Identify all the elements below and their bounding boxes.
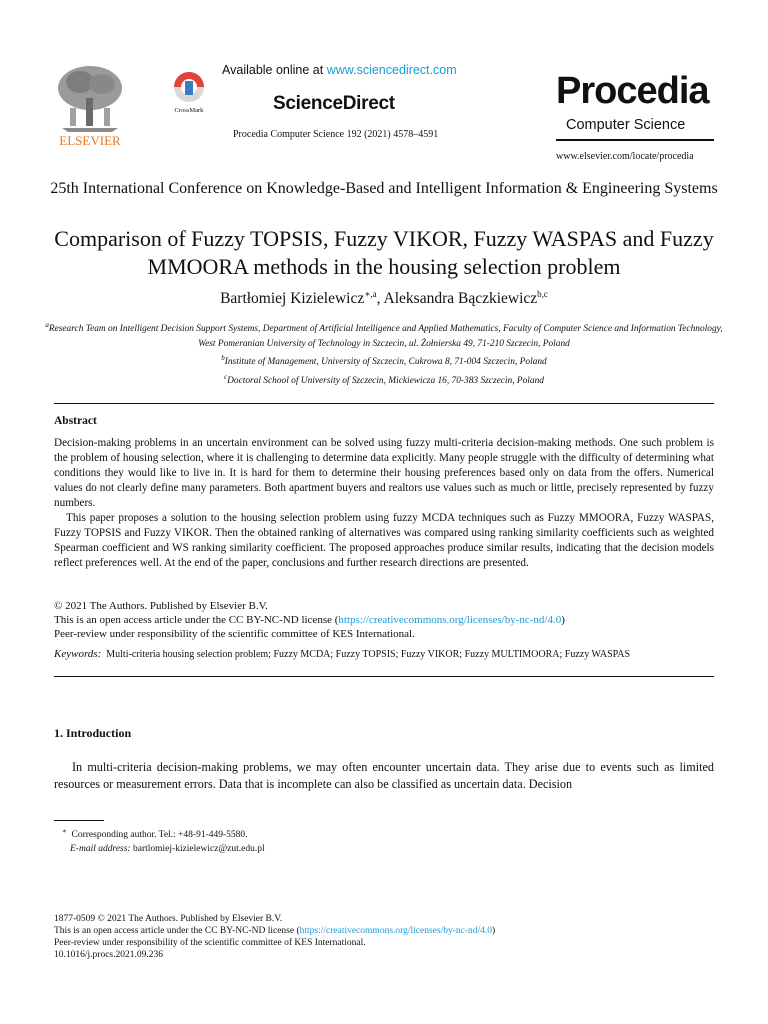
conference-name: 25th International Conference on Knowledge-Based and Intelligent Information & Engineering Systems xyxy=(50,180,718,197)
license-suffix: ) xyxy=(561,614,565,626)
license-link[interactable]: https://creativecommons.org/licenses/by-nc-nd/4.0 xyxy=(338,614,562,626)
author-affil-mark: b,c xyxy=(537,289,548,299)
abstract-bottom-rule xyxy=(54,676,714,677)
doi[interactable]: 10.1016/j.procs.2021.09.236 xyxy=(54,950,163,960)
author-separator: , xyxy=(376,290,384,308)
bottom-license-prefix: This is an open access article under the CC BY-NC-ND license ( xyxy=(54,926,300,936)
abstract-heading: Abstract xyxy=(54,415,97,427)
keywords-label: Keywords: xyxy=(54,648,102,660)
affiliation-c xyxy=(40,370,728,389)
license-line xyxy=(54,613,565,627)
keywords-text: Multi-criteria housing selection problem; Fuzzy MCDA; Fuzzy TOPSIS; Fuzzy VIKOR; Fuzzy MULTIMOORA; Fuzzy WASPAS xyxy=(106,649,631,660)
procedia-subtitle: Computer Science xyxy=(566,117,686,133)
copyright-line: © 2021 The Authors. Published by Elsevier B.V. xyxy=(54,600,268,612)
affiliation-b xyxy=(40,351,728,370)
sciencedirect-link[interactable]: www.sciencedirect.com xyxy=(326,63,457,77)
keywords xyxy=(54,648,714,660)
peer-review-line: Peer-review under responsibility of the scientific committee of KES International. xyxy=(54,628,415,640)
email-label: E-mail address: xyxy=(70,844,131,855)
bottom-peer-review: Peer-review under responsibility of the scientific committee of KES International. xyxy=(54,938,366,948)
elsevier-logo xyxy=(52,62,128,148)
sciencedirect-title: ScienceDirect xyxy=(273,93,395,114)
affil-mark: a xyxy=(45,321,49,329)
author-name: Aleksandra Bączkiewicz xyxy=(383,290,538,308)
author-name: Bartłomiej Kizielewicz xyxy=(220,290,365,308)
footnote-rule xyxy=(54,820,104,821)
author-affil-mark: ∗,a xyxy=(364,289,377,299)
elsevier-url[interactable]: www.elsevier.com/locate/procedia xyxy=(556,151,694,162)
affil-mark: c xyxy=(224,372,228,381)
elsevier-wordmark: ELSEVIER xyxy=(59,133,121,148)
email-address[interactable]: bartlomiej-kizielewicz@zut.edu.pl xyxy=(132,844,265,855)
bottom-license-link[interactable]: https://creativecommons.org/licenses/by-nc-nd/4.0 xyxy=(299,926,493,936)
affiliation-a xyxy=(40,318,728,351)
issn-line xyxy=(54,913,495,925)
email-line xyxy=(62,842,265,856)
affil-text: Doctoral School of University of Szczecin, Mickiewicza 16, 70-383 Szczecin, Poland xyxy=(227,375,544,386)
available-prefix: Available online at xyxy=(222,63,327,77)
abstract-paragraph: This paper proposes a solution to the housing selection problem using fuzzy MCDA techniques such as Fuzzy MMOORA, Fuzzy WASPAS, Fuzzy TOPSIS and Fuzzy VIKOR. Then the obtained ranking of alternatives was compared using ranking similarity coefficients such as weighted Spearman coefficient and WS ranking similarity coefficient. The proposed approaches produce similar results, indicating that the decision models reflect preferences well. At the end of the paper, conclusions and further research directions are presented. xyxy=(54,512,714,569)
footnote xyxy=(62,824,265,856)
procedia-logo: Procedia xyxy=(556,70,709,112)
introduction-text: In multi-criteria decision-making problems, we may often encounter uncertain data. They arise due to events such as limited resources or measurement errors. Data that is incomplete can also be classified as uncertain data. Decision xyxy=(54,760,714,791)
license-block xyxy=(54,599,565,641)
affil-text: Institute of Management, University of Szczecin, Cukrowa 8, 71-004 Szczecin, Poland xyxy=(224,357,547,368)
corresponding-text: Corresponding author. Tel.: +48-91-449-5580. xyxy=(71,830,248,841)
abstract-top-rule xyxy=(54,403,714,404)
affiliations xyxy=(40,318,728,388)
bottom-license-suffix: ) xyxy=(492,926,496,936)
corresponding-author xyxy=(62,824,265,842)
author-list xyxy=(40,289,728,308)
bottom-license-line xyxy=(54,925,495,937)
paper-title: Comparison of Fuzzy TOPSIS, Fuzzy VIKOR, Fuzzy WASPAS and Fuzzy MMOORA methods in the housing selection problem xyxy=(54,226,714,279)
available-online xyxy=(222,63,457,77)
introduction-heading: 1. Introduction xyxy=(54,726,132,740)
journal-reference: Procedia Computer Science 192 (2021) 4578–4591 xyxy=(233,129,439,140)
affil-text: Research Team on Intelligent Decision Support Systems, Department of Artificial Intelligence and Applied Mathematics, Faculty of Computer Science and Information Technology, West Pomeranian University of Technology in Szczecin, ul. Żołnierska 49, 71-210 Szczecin, Poland xyxy=(48,324,723,349)
abstract-paragraph: Decision-making problems in an uncertain environment can be solved using fuzzy multi-criteria decision-making methods. One such problem is the problem of housing selection, where it is challenging to determine data explicitly. Many people struggle with the difficulty of determining what conditions they would like to live in. It is hard for them to determine their housing preferences based only on data from the offers. Numerical values do not clearly define many parameters. Both apartment buyers and realtors use values such as much or little, precisely represented by fuzzy numbers. xyxy=(54,437,714,509)
affil-mark: b xyxy=(221,354,225,363)
license-prefix: This is an open access article under the CC BY-NC-ND license ( xyxy=(54,614,339,626)
procedia-divider xyxy=(556,139,714,141)
crossmark-label: CrossMark xyxy=(174,107,204,114)
crossmark-badge[interactable] xyxy=(166,70,212,116)
abstract-body xyxy=(54,436,714,571)
bottom-info xyxy=(54,913,495,961)
bottom-copyright: © 2021 The Authors. Published by Elsevier B.V. xyxy=(97,914,283,924)
issn: 1877-0509 xyxy=(54,914,96,924)
footnote-mark: ∗ xyxy=(62,827,67,835)
